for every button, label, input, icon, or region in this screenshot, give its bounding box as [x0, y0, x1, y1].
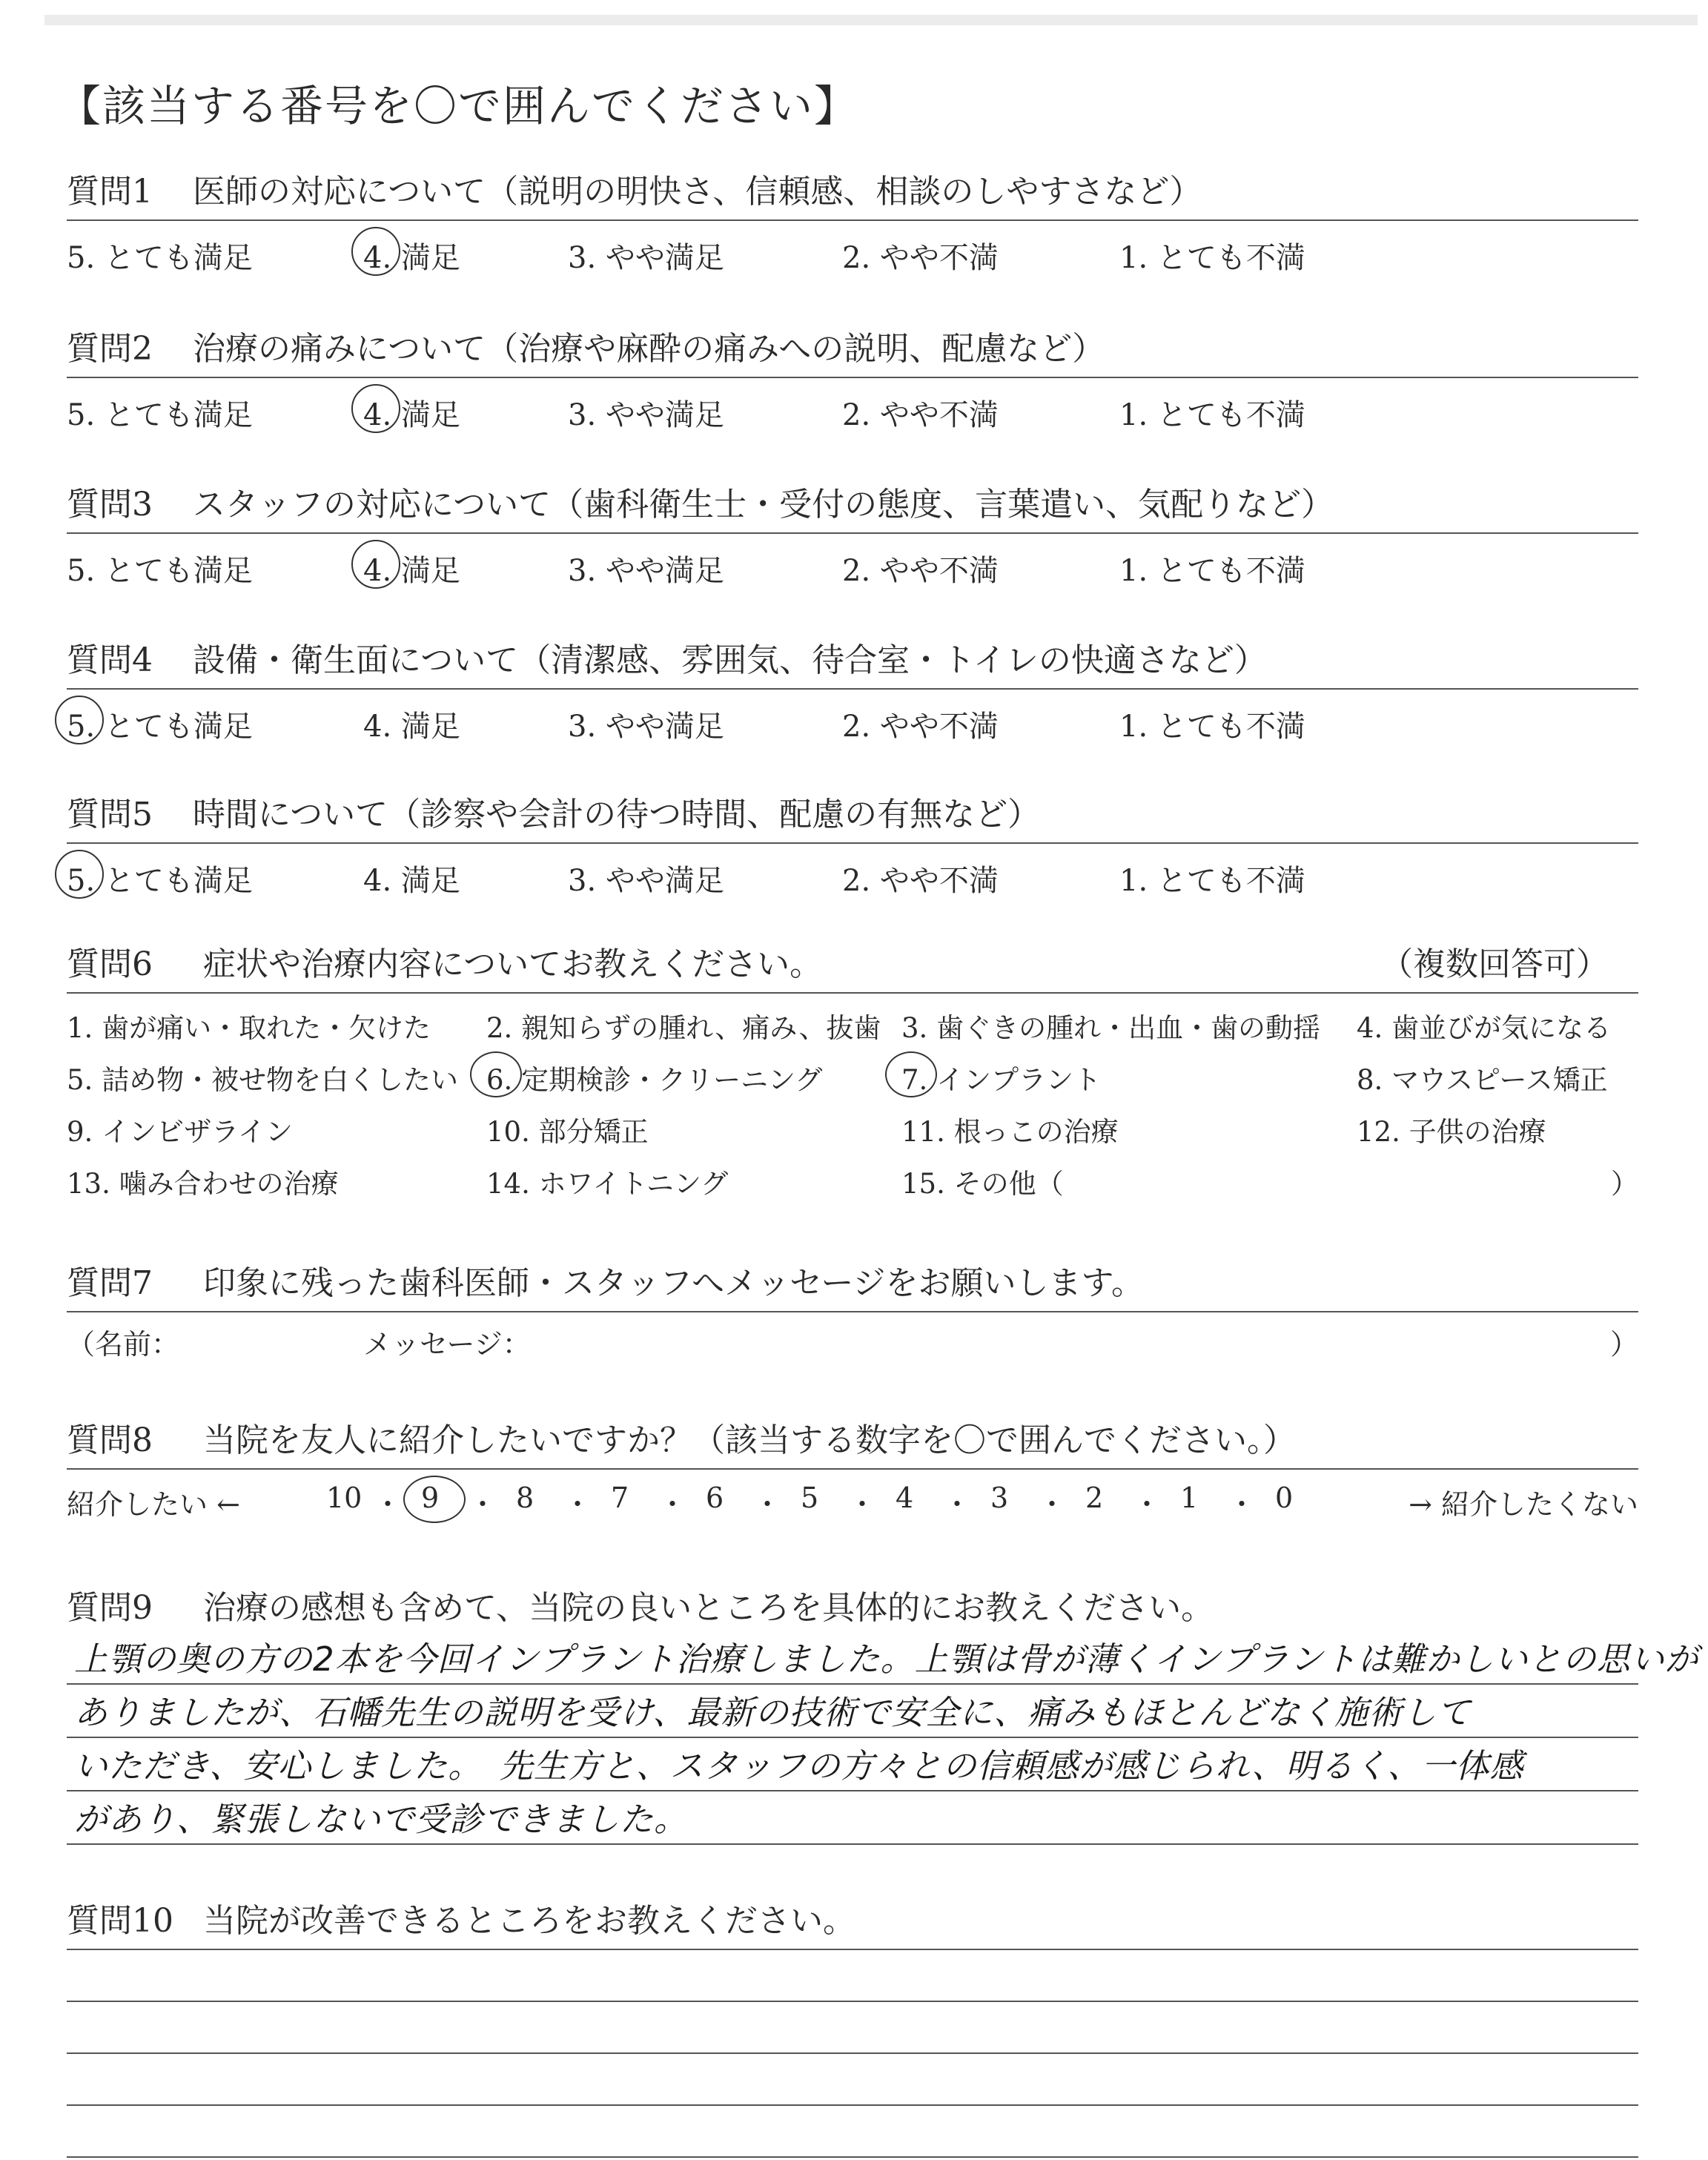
- question-10: [67, 1898, 1638, 2158]
- treatment-option[interactable]: 11. 根っこの治療: [901, 1116, 1119, 1148]
- selected-circle-mark: [470, 1051, 522, 1097]
- answer-line: [67, 1791, 1638, 1845]
- treatment-options: [67, 1005, 1638, 1221]
- recommend-scale: [67, 1482, 1638, 1526]
- treatment-option[interactable]: 15. その他（: [901, 1168, 1064, 1200]
- selected-circle-mark: [351, 384, 400, 433]
- multiple-answers-note: （複数回答可）: [1380, 945, 1609, 983]
- question-title: 設備・衛生面について（清潔感、雰囲気、待合室・トイレの快適さなど）: [193, 641, 1267, 679]
- answer-line: [67, 1685, 1638, 1738]
- message-label: メッセージ：: [363, 1328, 531, 1361]
- separator-dot: ・: [658, 1488, 687, 1521]
- recommend-number[interactable]: 5: [801, 1482, 819, 1514]
- recommend-number[interactable]: 8: [516, 1482, 534, 1514]
- recommend-number[interactable]: 2: [1085, 1482, 1104, 1514]
- rating-options: [67, 392, 1638, 436]
- question-number: 質問7: [67, 1264, 153, 1302]
- question-9: [67, 1585, 1638, 1631]
- treatment-option[interactable]: 4. 歯並びが気になる: [1357, 1012, 1612, 1044]
- divider: [67, 377, 1638, 378]
- handwritten-text: いただき、安心しました。 先生方と、スタッフの方々との信頼感が感じられ、明るく、一体感: [74, 1746, 1524, 1786]
- rating-options: [67, 547, 1638, 592]
- divider: [67, 532, 1638, 534]
- question-number: 質問2: [67, 330, 153, 368]
- question-5: [67, 792, 1638, 902]
- treatment-option[interactable]: 1. 歯が痛い・取れた・欠けた: [67, 1012, 431, 1044]
- selected-circle-mark: [351, 540, 400, 589]
- answer-line: [67, 1631, 1699, 1685]
- separator-dot: ・: [1038, 1488, 1067, 1521]
- rating-option[interactable]: 2. やや不満: [842, 241, 999, 275]
- question-8: [67, 1418, 1638, 1526]
- rating-option[interactable]: 4. 満足: [363, 864, 460, 898]
- separator-dot: ・: [469, 1488, 497, 1521]
- separator-dot: ・: [374, 1488, 403, 1521]
- question-title: 当院を友人に紹介したいですか？（該当する数字を〇で囲んでください。）: [203, 1421, 1296, 1459]
- recommend-number[interactable]: 4: [896, 1482, 914, 1514]
- question-title: 治療の感想も含めて、当院の良いところを具体的にお教えください。: [203, 1589, 1214, 1627]
- handwritten-text: 上顎の奥の方の2本を今回インプラント治療しました。上顎は骨が薄くインプラントは難かしいとの思いが: [74, 1639, 1699, 1679]
- answer-line: [67, 2106, 1638, 2158]
- question-4: [67, 638, 1638, 747]
- question-title: 治療の痛みについて（治療や麻酔の痛みへの説明、配慮など）: [193, 330, 1105, 368]
- name-label: （名前：: [67, 1328, 180, 1361]
- answer-line: [67, 2054, 1638, 2106]
- rating-options: [67, 703, 1638, 747]
- treatment-option[interactable]: 3. 歯ぐきの腫れ・出血・歯の動揺: [901, 1012, 1321, 1044]
- treatment-option[interactable]: 13. 噛み合わせの治療: [67, 1168, 339, 1200]
- rating-option[interactable]: 5. とても満足: [67, 710, 253, 744]
- rating-option[interactable]: 2. やや不満: [842, 398, 999, 432]
- selected-circle-mark: [55, 696, 104, 744]
- treatment-option[interactable]: 10. 部分矯正: [486, 1116, 649, 1148]
- question-number: 質問5: [67, 796, 153, 833]
- recommend-number[interactable]: 3: [990, 1482, 1009, 1514]
- rating-option[interactable]: 4. 満足: [363, 241, 460, 275]
- question-number: 質問4: [67, 641, 153, 679]
- rating-options: [67, 857, 1638, 902]
- separator-dot: ・: [848, 1488, 877, 1521]
- question-number: 質問9: [67, 1589, 153, 1627]
- divider: [67, 688, 1638, 690]
- question-6: [67, 942, 1638, 1221]
- rating-option[interactable]: 4. 満足: [363, 398, 460, 432]
- selected-circle-mark: [55, 850, 104, 899]
- rating-option[interactable]: 1. とても不満: [1119, 554, 1305, 588]
- handwritten-text: があり、緊張しないで受診できました。: [74, 1800, 689, 1839]
- question-title: 医師の対応について（説明の明快さ、信頼感、相談のしやすさなど）: [193, 173, 1202, 211]
- question-number: 質問8: [67, 1421, 153, 1459]
- treatment-option[interactable]: 14. ホワイトニング: [486, 1168, 729, 1200]
- rating-option[interactable]: 4. 満足: [363, 710, 460, 744]
- rating-option[interactable]: 5. とても満足: [67, 864, 253, 898]
- separator-dot: ・: [943, 1488, 972, 1521]
- rating-option[interactable]: 4. 満足: [363, 554, 460, 588]
- divider: [67, 842, 1638, 844]
- question-7: [67, 1261, 1638, 1363]
- rating-option[interactable]: 2. やや不満: [842, 554, 999, 588]
- treatment-option[interactable]: 6. 定期検診・クリーニング: [486, 1064, 823, 1096]
- treatment-option[interactable]: 5. 詰め物・被せ物を白くしたい: [67, 1064, 459, 1096]
- question-title: 印象に残った歯科医師・スタッフへメッセージをお願いします。: [203, 1264, 1144, 1302]
- handwritten-text: ありましたが、石幡先生の説明を受け、最新の技術で安全に、痛みもほとんどなく施術して: [74, 1693, 1472, 1732]
- question-number: 質問10: [67, 1902, 173, 1940]
- recommend-right-label: → 紹介したくない: [1409, 1488, 1638, 1521]
- instruction-header: 【該当する番号を〇で囲んでください】: [58, 81, 859, 131]
- separator-dot: ・: [753, 1488, 782, 1521]
- rating-option[interactable]: 5. とても満足: [67, 241, 253, 275]
- selected-circle-mark: [885, 1051, 937, 1097]
- divider: [67, 219, 1638, 221]
- question-number: 質問6: [67, 945, 153, 983]
- question-3: [67, 482, 1638, 592]
- question-title: スタッフの対応について（歯科衛生士・受付の態度、言葉遣い、気配りなど）: [193, 486, 1334, 524]
- selected-circle-mark: [351, 227, 400, 276]
- rating-option[interactable]: 1. とても不満: [1119, 864, 1305, 898]
- rating-option[interactable]: 1. とても不満: [1119, 241, 1305, 275]
- rating-option[interactable]: 2. やや不満: [842, 710, 999, 744]
- answer-line: [67, 1950, 1638, 2002]
- question-1: [67, 169, 1638, 279]
- other-close-paren: ）: [1611, 1168, 1638, 1200]
- question-number: 質問3: [67, 486, 153, 524]
- answer-line: [67, 2002, 1638, 2054]
- separator-dot: ・: [1228, 1488, 1257, 1521]
- rating-option[interactable]: 1. とても不満: [1119, 398, 1305, 432]
- rating-option[interactable]: 5. とても満足: [67, 554, 253, 588]
- answer-line: [67, 1738, 1638, 1791]
- recommend-number[interactable]: 1: [1180, 1482, 1199, 1514]
- close-paren: ）: [1609, 1328, 1638, 1361]
- recommend-number[interactable]: 7: [611, 1482, 629, 1514]
- rating-options: [67, 234, 1638, 279]
- handwritten-answer: [67, 1631, 1699, 1845]
- question-2: [67, 326, 1638, 436]
- divider: [67, 1311, 1638, 1312]
- treatment-option[interactable]: 12. 子供の治療: [1357, 1116, 1546, 1148]
- question-title: 時間について（診察や会計の待つ時間、配慮の有無など）: [193, 796, 1041, 833]
- separator-dot: ・: [1133, 1488, 1162, 1521]
- rating-option[interactable]: 3. やや満足: [568, 241, 724, 275]
- recommend-number[interactable]: 10: [326, 1482, 363, 1514]
- question-number: 質問1: [67, 173, 153, 211]
- divider: [67, 992, 1638, 994]
- divider: [67, 1468, 1638, 1470]
- recommend-number[interactable]: 6: [706, 1482, 724, 1514]
- rating-option[interactable]: 3. やや満足: [568, 554, 724, 588]
- rating-option[interactable]: 1. とても不満: [1119, 710, 1305, 744]
- rating-option[interactable]: 3. やや満足: [568, 710, 724, 744]
- scan-edge: [44, 15, 1698, 25]
- recommend-number[interactable]: 9: [421, 1482, 440, 1514]
- treatment-option[interactable]: 2. 親知らずの腫れ、痛み、抜歯: [486, 1012, 881, 1044]
- recommend-left-label: 紹介したい ←: [67, 1488, 240, 1521]
- rating-option[interactable]: 3. やや満足: [568, 864, 724, 898]
- question-title: 当院が改善できるところをお教えください。: [203, 1902, 855, 1940]
- question-title: 症状や治療内容についてお教えください。: [203, 945, 823, 983]
- rating-option[interactable]: 3. やや満足: [568, 398, 724, 432]
- rating-option[interactable]: 2. やや不満: [842, 864, 999, 898]
- selected-circle-mark: [403, 1476, 466, 1523]
- treatment-option[interactable]: 8. マウスピース矯正: [1357, 1064, 1608, 1096]
- separator-dot: ・: [563, 1488, 592, 1521]
- treatment-option[interactable]: 9. インビザライン: [67, 1116, 293, 1148]
- rating-option[interactable]: 5. とても満足: [67, 398, 253, 432]
- recommend-number[interactable]: 0: [1275, 1482, 1294, 1514]
- treatment-option[interactable]: 7. インプラント: [901, 1064, 1102, 1096]
